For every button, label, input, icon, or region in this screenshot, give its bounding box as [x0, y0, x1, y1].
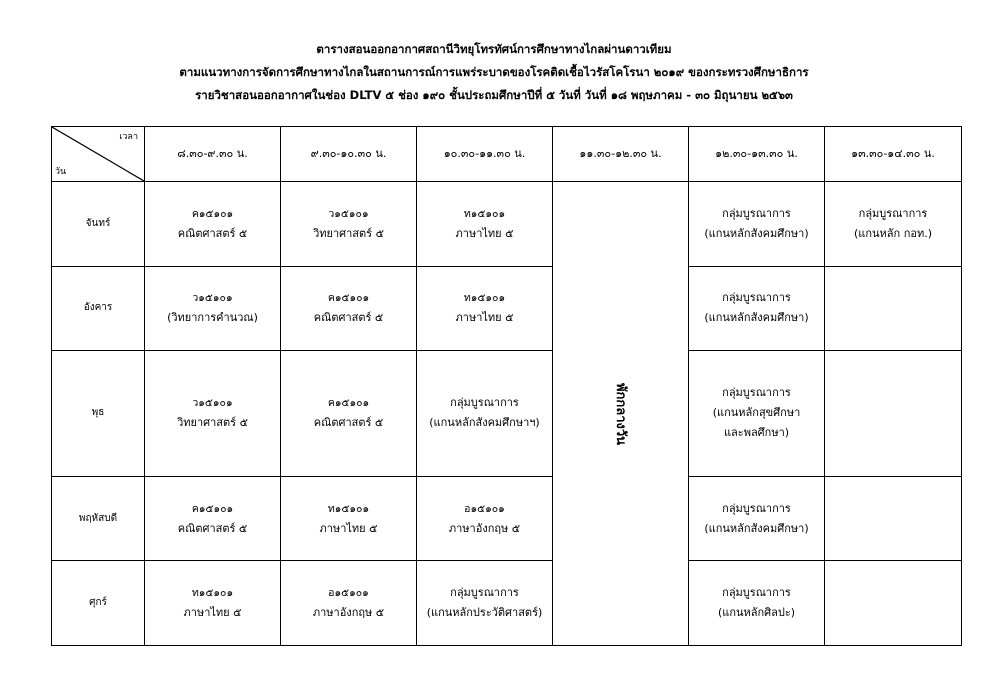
subject-core: (แกนหลักสังคมศึกษา) — [704, 311, 809, 325]
subject-core: (แกนหลักศิลปะ) — [717, 606, 796, 620]
subject-code: ท๑๕๑๐๑ — [463, 292, 506, 305]
class-cell — [689, 561, 825, 646]
subject-group: กลุ่มบูรณาการ — [722, 501, 791, 515]
day-label: จันทร์ — [52, 182, 145, 267]
subject-code: ว๑๕๑๐๑ — [192, 292, 233, 305]
class-cell — [145, 182, 281, 267]
class-cell — [689, 182, 825, 267]
header-row — [52, 127, 962, 182]
table-row — [52, 266, 962, 351]
class-cell — [417, 351, 553, 477]
subject-core: (แกนหลักประวัติศาสตร์) — [426, 606, 543, 620]
subject-core: (แกนหลักสังคมศึกษาฯ) — [429, 416, 540, 430]
class-cell — [417, 476, 553, 561]
time-header-6: ๑๓.๓๐-๑๔.๓๐ น. — [825, 127, 962, 182]
empty-cell — [825, 561, 962, 646]
corner-day-label: วัน — [55, 167, 67, 177]
lunch-break-label: พักกลางวัน — [613, 382, 629, 445]
class-cell — [417, 561, 553, 646]
subject-code: อ๑๕๑๐๑ — [328, 587, 369, 600]
subject-name: ภาษาไทย ๕ — [455, 311, 514, 325]
corner-time-label: เวลา — [119, 132, 138, 142]
subject-code: ว๑๕๑๐๑ — [192, 397, 233, 410]
subject-name: คณิตศาสตร์ ๕ — [313, 311, 384, 325]
schedule-table — [51, 126, 962, 646]
subject-name: ภาษาไทย ๕ — [455, 226, 514, 240]
subject-name: วิทยาศาสตร์ ๕ — [177, 416, 248, 430]
subject-name: ภาษาอังกฤษ ๕ — [312, 606, 385, 620]
document-header — [0, 38, 988, 107]
class-cell — [281, 476, 417, 561]
subject-group: กลุ่มบูรณาการ — [858, 206, 928, 220]
class-cell — [145, 351, 281, 477]
class-cell — [281, 561, 417, 646]
subject-core: (แกนหลักสังคมศึกษา) — [704, 226, 809, 240]
subject-group: กลุ่มบูรณาการ — [722, 586, 791, 600]
class-cell — [689, 266, 825, 351]
empty-cell — [825, 266, 962, 351]
subject-name: ภาษาไทย ๕ — [183, 606, 242, 620]
subject-group: กลุ่มบูรณาการ — [722, 386, 791, 400]
lunch-break-cell — [553, 182, 689, 646]
subject-core: (แกนหลักสังคมศึกษา) — [704, 521, 809, 535]
subject-code: ค๑๕๑๐๑ — [327, 292, 370, 305]
day-label: อังคาร — [52, 266, 145, 351]
title-line-2: ตามแนวทางการจัดการศึกษาทางไกลในสถานการณ์การแพร่ระบาดของโรคติดเชื้อไวรัสโคโรนา ๒๐๑๙ ของกระทรวงศึกษาธิการ — [179, 65, 809, 79]
subject-group: กลุ่มบูรณาการ — [722, 291, 791, 305]
subject-name: คณิตศาสตร์ ๕ — [177, 521, 248, 535]
subject-code: ท๑๕๑๐๑ — [327, 502, 370, 515]
class-cell — [145, 476, 281, 561]
title-line-1: ตารางสอนออกอากาศสถานีวิทยุโทรทัศน์การศึกษาทางไกลผ่านดาวเทียม — [316, 42, 672, 56]
time-header-3: ๑๐.๓๐-๑๑.๓๐ น. — [417, 127, 553, 182]
subject-name: คณิตศาสตร์ ๕ — [313, 416, 384, 430]
corner-cell — [52, 127, 145, 182]
time-header-5: ๑๒.๓๐-๑๓.๓๐ น. — [689, 127, 825, 182]
subject-core-cont: และพลศึกษา) — [723, 426, 790, 440]
class-cell — [145, 266, 281, 351]
time-header-4: ๑๑.๓๐-๑๒.๓๐ น. — [553, 127, 689, 182]
time-header-1: ๘.๓๐-๙.๓๐ น. — [145, 127, 281, 182]
table-row — [52, 182, 962, 267]
subject-code: ค๑๕๑๐๑ — [191, 207, 234, 220]
subject-group: กลุ่มบูรณาการ — [450, 586, 519, 600]
day-label: พฤหัสบดี — [52, 476, 145, 561]
empty-cell — [825, 476, 962, 561]
subject-name: (วิทยาการคำนวณ) — [167, 311, 258, 325]
subject-code: ท๑๕๑๐๑ — [191, 587, 234, 600]
class-cell — [281, 266, 417, 351]
title-line-3: รายวิชาสอนออกอากาศในช่อง DLTV ๕ ช่อง ๑๙๐ ชั้นประถมศึกษาปีที่ ๕ วันที่ วันที่ ๑๘ พฤษภาคม - ๓๐ มิถุนายน ๒๕๖๓ — [195, 88, 793, 102]
empty-cell — [825, 351, 962, 477]
table-row — [52, 351, 962, 477]
subject-name: ภาษาอังกฤษ ๕ — [448, 521, 521, 535]
time-header-2: ๙.๓๐-๑๐.๓๐ น. — [281, 127, 417, 182]
table-row — [52, 476, 962, 561]
class-cell — [417, 182, 553, 267]
subject-name: วิทยาศาสตร์ ๕ — [313, 226, 384, 240]
subject-code: ว๑๕๑๐๑ — [328, 207, 369, 220]
class-cell — [689, 476, 825, 561]
subject-code: ท๑๕๑๐๑ — [463, 207, 506, 220]
class-cell — [145, 561, 281, 646]
subject-code: อ๑๕๑๐๑ — [464, 502, 505, 515]
class-cell — [281, 351, 417, 477]
subject-name: ภาษาไทย ๕ — [319, 521, 378, 535]
subject-code: ค๑๕๑๐๑ — [327, 397, 370, 410]
subject-code: ค๑๕๑๐๑ — [191, 502, 234, 515]
class-cell — [281, 182, 417, 267]
class-cell — [825, 182, 962, 267]
subject-core: (แกนหลัก กอท.) — [853, 226, 932, 240]
day-label: พุธ — [52, 351, 145, 477]
subject-name: คณิตศาสตร์ ๕ — [177, 226, 248, 240]
day-label: ศุกร์ — [52, 561, 145, 646]
subject-core: (แกนหลักสุขศึกษา — [712, 406, 801, 420]
subject-group: กลุ่มบูรณาการ — [450, 396, 519, 410]
class-cell — [417, 266, 553, 351]
table-row — [52, 561, 962, 646]
subject-group: กลุ่มบูรณาการ — [722, 206, 791, 220]
class-cell — [689, 351, 825, 477]
